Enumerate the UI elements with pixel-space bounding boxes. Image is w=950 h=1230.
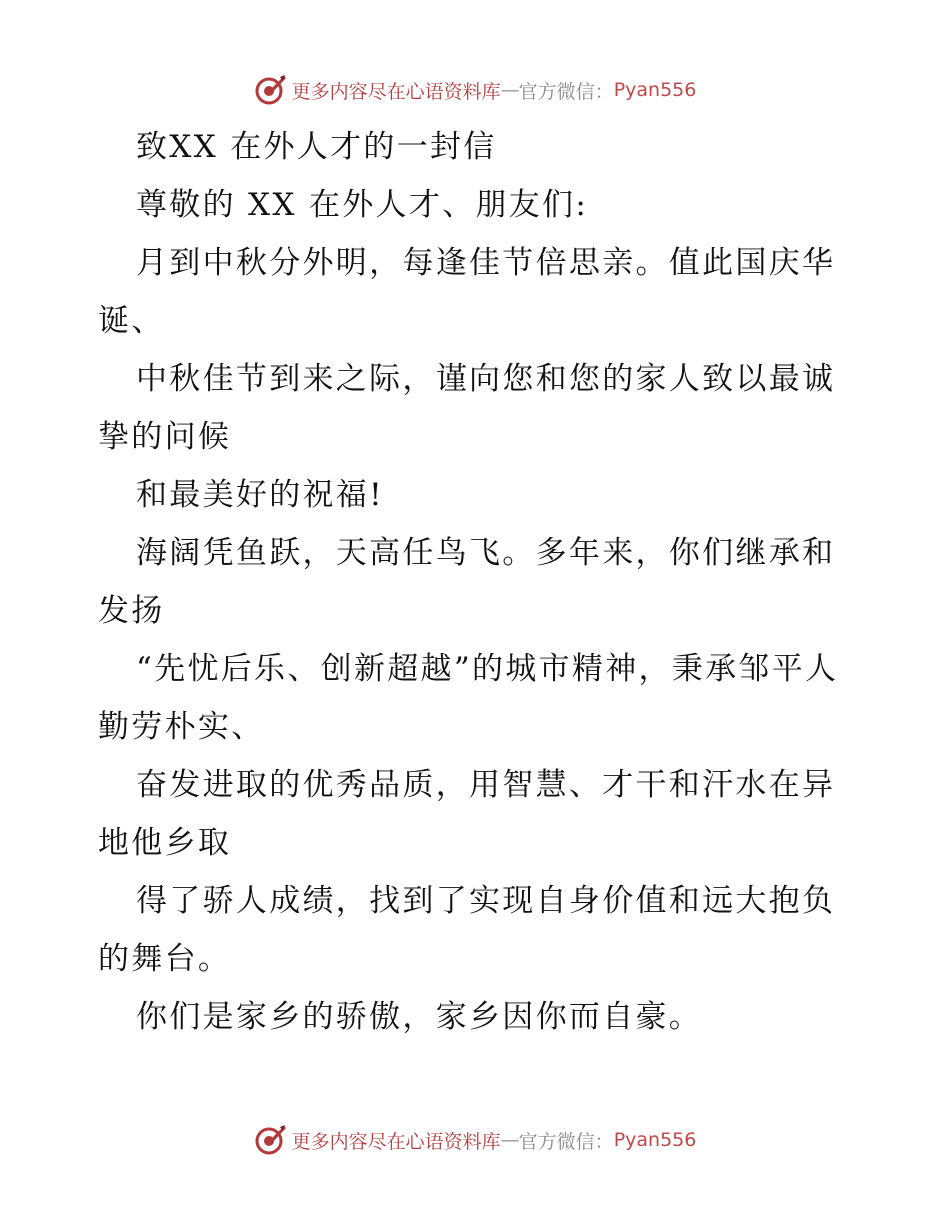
letter-paragraph: 和最美好的祝福! <box>136 477 384 513</box>
quill-logo-icon <box>254 1123 288 1157</box>
letter-paragraph: 你们是家乡的骄傲，家乡因你而自豪。 <box>136 999 703 1035</box>
letter-title: 致XX 在外人才的一封信 <box>136 129 497 165</box>
banner-site-text: 更多内容尽在心语资料库 <box>291 1130 501 1153</box>
banner-separator: — <box>500 1129 519 1151</box>
banner-separator: — <box>500 79 519 101</box>
header-banner <box>0 70 950 110</box>
letter-paragraph: 月到中秋分外明，每逢佳节倍思亲。值此国庆华诞、 <box>98 245 836 339</box>
footer-banner <box>0 1120 950 1160</box>
letter-paragraph: 中秋佳节到来之际，谨向您和您的家人致以最诚挚的问候 <box>98 361 836 455</box>
banner-wechat-id: Pyan556 <box>613 79 697 101</box>
banner-wechat-id: Pyan556 <box>613 1129 697 1151</box>
banner-wechat-label: 官方微信： <box>518 1130 614 1153</box>
letter-body <box>98 118 858 1046</box>
banner-wechat-label: 官方微信： <box>518 80 614 103</box>
quill-logo-icon <box>254 73 288 107</box>
letter-paragraph: 得了骄人成绩，找到了实现自身价值和远大抱负的舞台。 <box>98 883 836 977</box>
letter-paragraph: 奋发进取的优秀品质，用智慧、才干和汗水在异地他乡取 <box>98 767 836 861</box>
letter-salutation: 尊敬的 XX 在外人才、朋友们: <box>136 187 589 223</box>
letter-paragraph: 海阔凭鱼跃，天高任鸟飞。多年来，你们继承和发扬 <box>98 535 836 629</box>
banner-site-text: 更多内容尽在心语资料库 <box>291 80 501 103</box>
letter-paragraph: “先忧后乐、创新超越”的城市精神，秉承邹平人勤劳朴实、 <box>98 651 839 745</box>
